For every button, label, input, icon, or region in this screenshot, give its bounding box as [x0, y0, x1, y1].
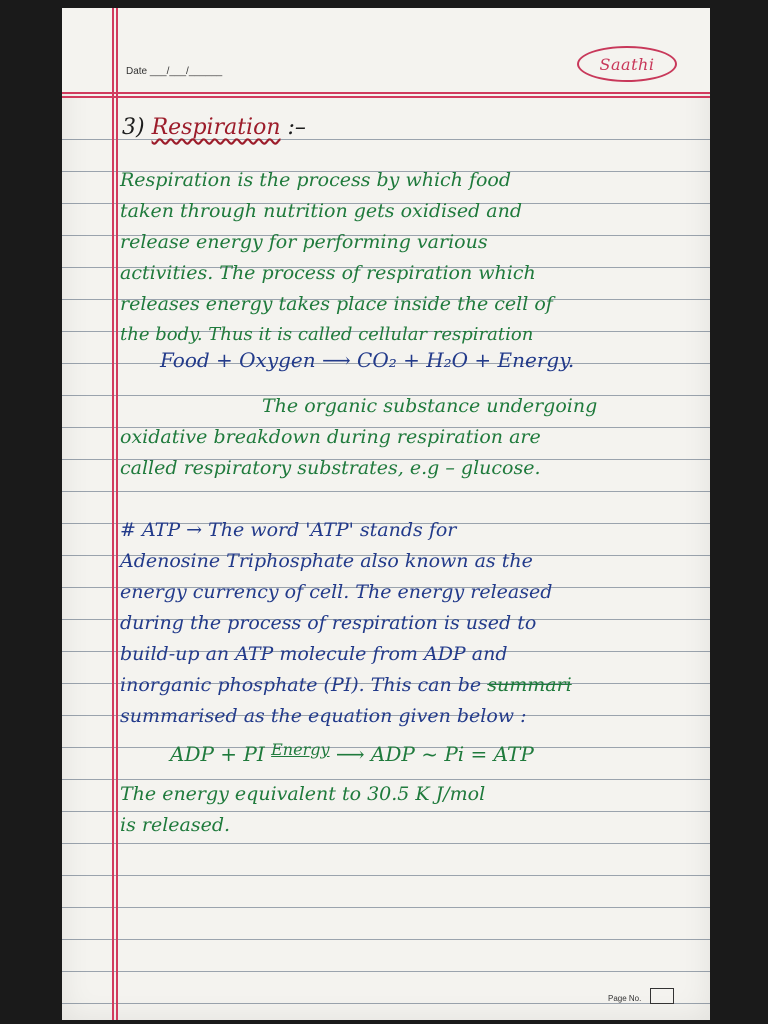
equation2-right: ⟶ ADP ~ Pi = ATP [335, 742, 534, 766]
paragraph2-line: oxidative breakdown during respiration are [120, 426, 541, 448]
atp-line: during the process of respiration is used to [120, 612, 537, 634]
date-label: Date ___/___/______ [126, 66, 223, 77]
title-number: 3) [122, 115, 145, 140]
atp-first-line [120, 518, 456, 542]
atp-line: The word 'ATP' stands for [208, 519, 457, 541]
paragraph2-line: called respiratory substrates, e.g – glucose. [120, 457, 541, 479]
brand-logo [577, 46, 677, 82]
atp-line: energy currency of cell. The energy released [120, 581, 553, 603]
atp-line: Adenosine Triphosphate also known as the [120, 550, 533, 572]
paragraph1-line: the body. Thus it is called cellular respiration [120, 324, 534, 345]
equation2-left: ADP + PI [170, 742, 265, 766]
margin-line [116, 8, 118, 1020]
atp-line-with-strike [120, 673, 572, 697]
header-rule [62, 96, 710, 98]
conclusion-line: The energy equivalent to 30.5 K J/mol [120, 783, 486, 805]
conclusion-line: is released. [120, 814, 231, 836]
atp-line: build-up an ATP molecule from ADP and [120, 643, 508, 665]
struck-word: summari [487, 674, 572, 696]
atp-line: summarised as the equation given below : [120, 705, 527, 727]
paragraph1-line: release energy for performing various [120, 231, 488, 253]
paragraph1-line: taken through nutrition gets oxidised and [120, 200, 522, 222]
page-number-label: Page No. [608, 994, 642, 1003]
atp-heading: # ATP → [120, 519, 203, 541]
equation-adp-atp [170, 738, 534, 766]
page-title [122, 114, 306, 142]
equation-food-oxygen: Food + Oxygen ⟶ CO₂ + H₂O + Energy. [160, 348, 575, 372]
notebook-page [62, 8, 710, 1020]
title-word: Respiration [151, 115, 281, 140]
brand-text: Saathi [599, 54, 655, 74]
header-rule [62, 92, 710, 94]
atp-line: inorganic phosphate (PI). This can be [120, 674, 482, 696]
equation2-arrow-label: Energy [271, 740, 330, 759]
paragraph1-line: releases energy takes place inside the cell of [120, 293, 553, 315]
margin-line [112, 8, 114, 1020]
paragraph1-line: activities. The process of respiration which [120, 262, 536, 284]
paragraph1-line: Respiration is the process by which food [120, 169, 512, 191]
page-number-box [650, 988, 674, 1004]
paragraph2-line: The organic substance undergoing [262, 395, 598, 417]
title-suffix: :– [287, 115, 306, 140]
